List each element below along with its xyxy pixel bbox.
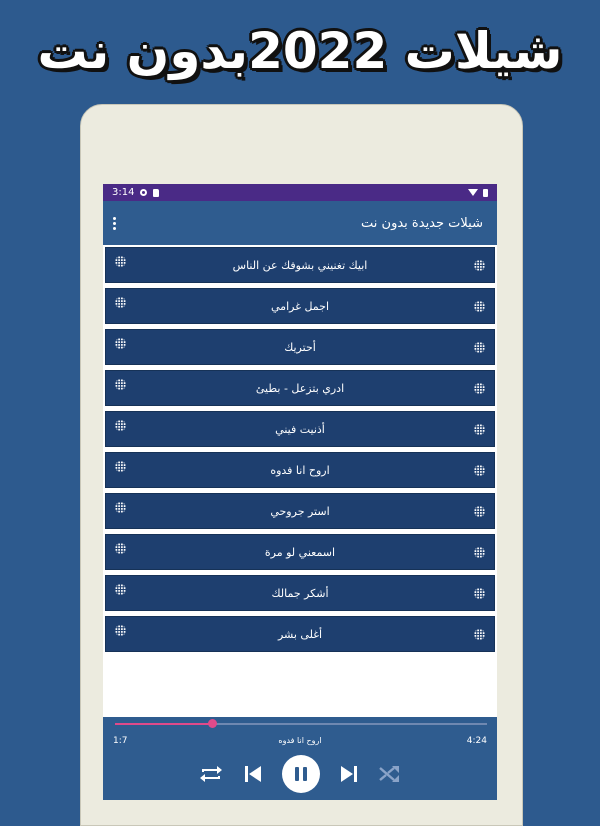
song-title: أغلى بشر	[277, 627, 323, 641]
song-item[interactable]	[105, 411, 495, 447]
song-item[interactable]	[105, 534, 495, 570]
dotted-circle-icon	[115, 420, 126, 431]
sd-card-icon	[153, 189, 159, 197]
dotted-circle-icon	[115, 502, 126, 513]
overflow-menu-icon[interactable]	[113, 217, 116, 230]
dotted-circle-icon	[474, 342, 485, 353]
song-item[interactable]	[105, 575, 495, 611]
song-title: أذنيت فيني	[275, 422, 325, 436]
dotted-circle-icon	[474, 424, 485, 435]
previous-icon[interactable]	[242, 763, 264, 785]
dotted-circle-icon	[115, 379, 126, 390]
song-item[interactable]	[105, 329, 495, 365]
playback-controls	[103, 753, 497, 795]
song-title: ابيك تغنيني بشوفك عن الناس	[232, 258, 368, 272]
pause-button[interactable]	[282, 755, 320, 793]
seek-bar[interactable]	[115, 723, 487, 725]
song-item[interactable]	[105, 288, 495, 324]
wifi-icon	[468, 189, 478, 196]
pause-icon-bar	[303, 767, 307, 781]
dotted-circle-icon	[115, 543, 126, 554]
repeat-icon[interactable]	[198, 763, 224, 785]
promo-title: شيلات 2022بدون نت	[37, 22, 563, 80]
total-duration: 4:24	[466, 736, 487, 746]
dotted-circle-icon	[115, 256, 126, 267]
seek-thumb[interactable]	[208, 719, 217, 728]
dotted-circle-icon	[115, 338, 126, 349]
song-item[interactable]	[105, 452, 495, 488]
song-title: أشكر جمالك	[271, 586, 329, 600]
song-title: أحتريك	[284, 340, 316, 354]
song-title: ادري بتزعل - بطيئ	[255, 381, 345, 395]
settings-status-icon	[140, 189, 147, 196]
song-item[interactable]	[105, 370, 495, 406]
dotted-circle-icon	[474, 506, 485, 517]
now-playing-title: اروح انا فدوه	[278, 736, 322, 745]
dotted-circle-icon	[474, 588, 485, 599]
song-item[interactable]	[105, 616, 495, 652]
battery-icon	[483, 189, 488, 197]
dotted-circle-icon	[474, 383, 485, 394]
next-icon[interactable]	[338, 763, 360, 785]
pause-icon	[295, 767, 299, 781]
app-toolbar	[103, 201, 497, 245]
dotted-circle-icon	[474, 260, 485, 271]
dotted-circle-icon	[115, 584, 126, 595]
elapsed-time: 1:7	[113, 736, 128, 746]
song-title: اروح انا فدوه	[270, 463, 330, 477]
song-list	[103, 245, 497, 652]
app-title: شيلات جديدة بدون نت	[361, 215, 483, 231]
media-player	[103, 717, 497, 800]
song-title: اجمل غرامي	[271, 299, 329, 313]
song-item[interactable]	[105, 493, 495, 529]
app-screen	[103, 184, 497, 800]
dotted-circle-icon	[474, 465, 485, 476]
seek-progress	[115, 723, 212, 725]
dotted-circle-icon	[115, 461, 126, 472]
dotted-circle-icon	[474, 547, 485, 558]
shuffle-icon[interactable]	[378, 763, 402, 785]
song-title: اسمعني لو مرة	[264, 545, 336, 559]
song-title: استر جروحي	[270, 504, 330, 518]
dotted-circle-icon	[115, 625, 126, 636]
status-bar	[103, 184, 497, 201]
song-item[interactable]	[105, 247, 495, 283]
status-time: 3:14	[112, 187, 135, 198]
promo-banner	[0, 14, 600, 88]
dotted-circle-icon	[115, 297, 126, 308]
dotted-circle-icon	[474, 629, 485, 640]
dotted-circle-icon	[474, 301, 485, 312]
